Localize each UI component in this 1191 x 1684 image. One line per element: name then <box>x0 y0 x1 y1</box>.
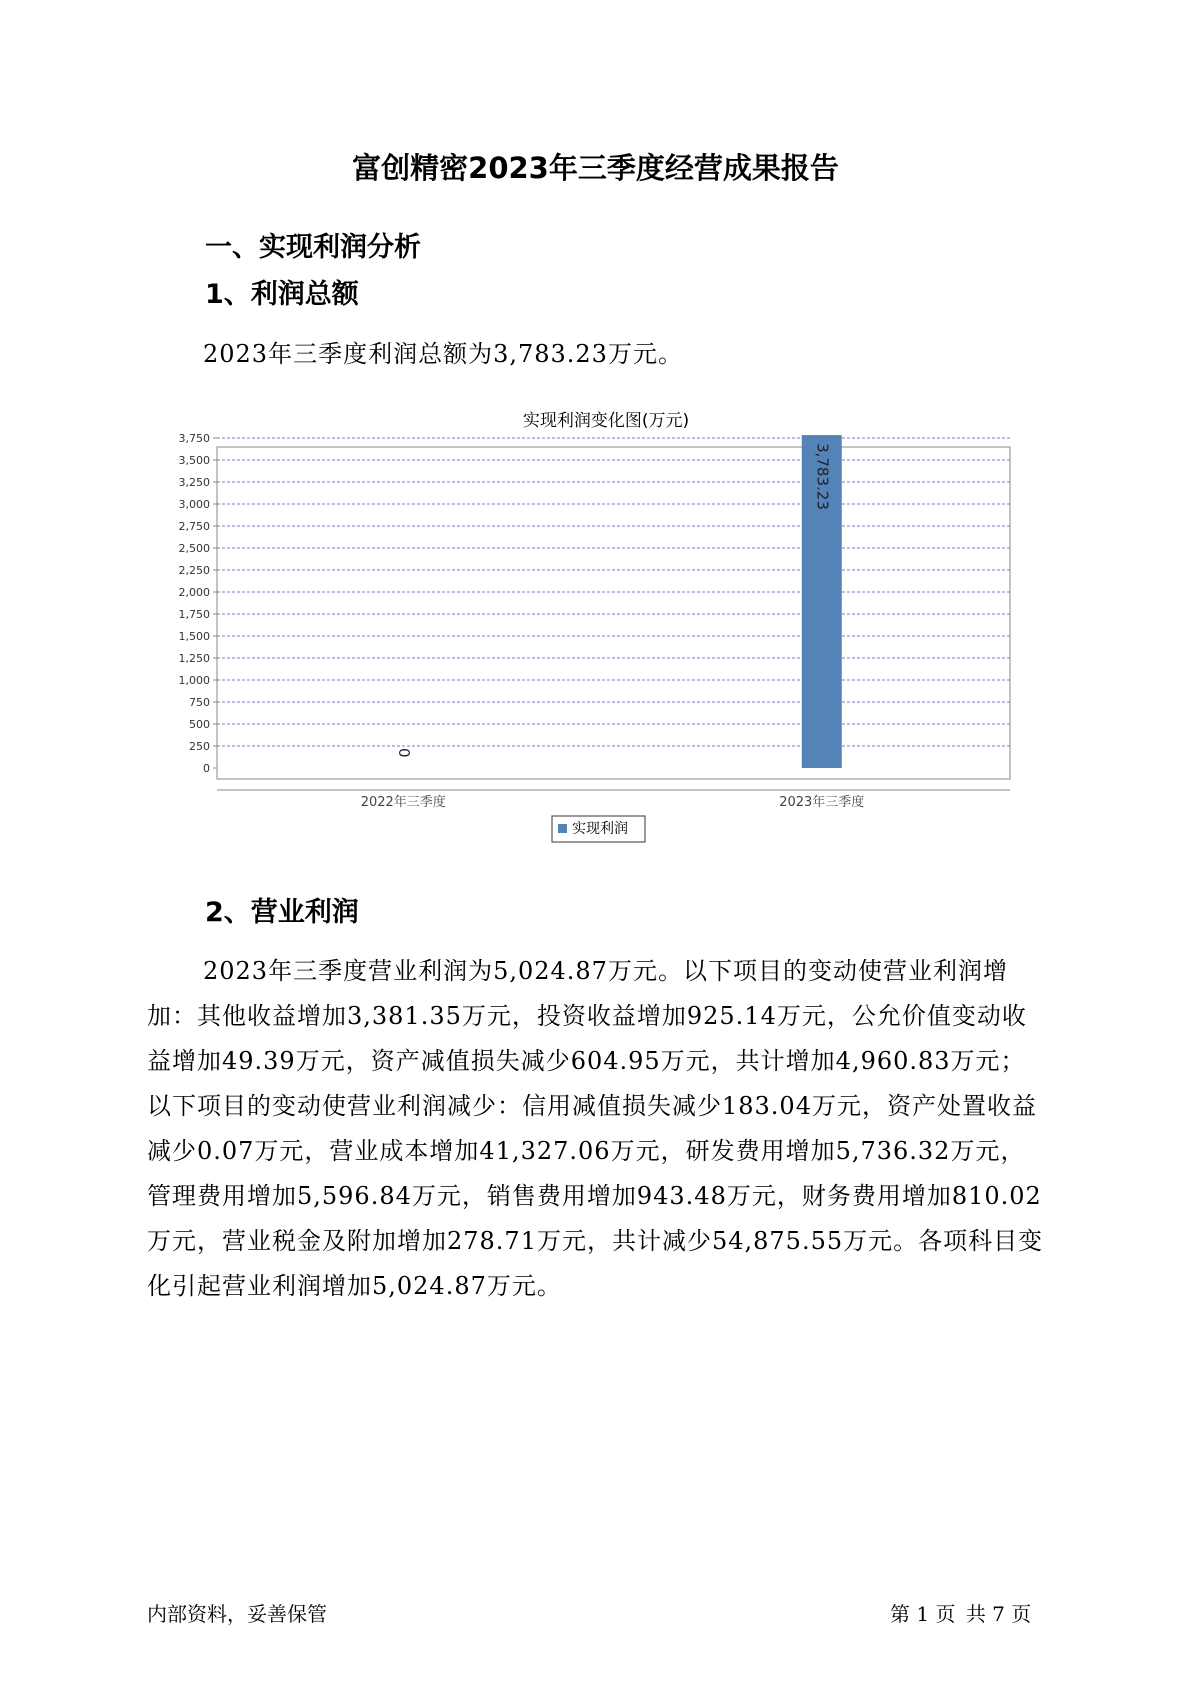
footer-total-pages: 共 7 页 <box>965 1602 1032 1626</box>
profit-chart-svg <box>150 400 1030 855</box>
legend-swatch <box>558 824 567 833</box>
footer-confidential-note: 内部资料，妥善保管 <box>147 1602 327 1626</box>
profit-change-chart <box>150 400 1030 855</box>
y-tick-label: 2,750 <box>178 520 210 533</box>
y-tick-label: 1,500 <box>178 630 210 643</box>
plot-area <box>217 447 1010 779</box>
chart-legend <box>552 816 645 842</box>
y-tick-label: 2,500 <box>178 542 210 555</box>
section-heading-profit-analysis: 一、实现利润分析 <box>205 232 421 263</box>
y-tick-label: 0 <box>203 762 210 775</box>
y-tick-label: 3,250 <box>178 476 210 489</box>
y-tick-label: 2,000 <box>178 586 210 599</box>
y-tick-label: 500 <box>189 718 210 731</box>
legend-label: 实现利润 <box>572 821 628 837</box>
y-tick-label: 1,000 <box>178 674 210 687</box>
bar-value-label: 3,783.23 <box>813 443 832 510</box>
y-tick-label: 250 <box>189 740 210 753</box>
x-category-label: 2023年三季度 <box>779 795 865 810</box>
subheading-operating-profit: 2、营业利润 <box>205 897 359 928</box>
footer-page-number <box>890 1598 1035 1627</box>
y-tick-label: 3,000 <box>178 498 210 511</box>
operating-profit-paragraph: 2023年三季度营业利润为5,024.87万元。以下项目的变动使营业利润增加：其他收益增加3,381.35万元，投资收益增加925.14万元，公允价值变动收益增加49.39万元，资产减值损失减少604.95万元，共计增加4,960.83万元；以下项目的变动使营业利润减少：信用减值损失减少183.04万元，资产处置收益减少0.07万元，营业成本增加41,327.06万元，研发费用增加5,736.32万元，管理费用增加5,596.84万元，销售费用增加943.48万元，财务费用增加810.02万元，营业税金及附加增加278.71万元，共计减少54,875.55万元。各项科目变化引起营业利润增加5,024.87万元。 <box>147 957 1044 1300</box>
y-tick-label: 2,250 <box>178 564 210 577</box>
y-tick-label: 3,500 <box>178 454 210 467</box>
y-tick-label: 1,750 <box>178 608 210 621</box>
y-tick-label: 1,250 <box>178 652 210 665</box>
y-tick-label: 750 <box>189 696 210 709</box>
total-profit-paragraph: 2023年三季度利润总额为3,783.23万元。 <box>203 340 683 368</box>
x-axis-categories <box>361 794 865 810</box>
bar-value-label: 0 <box>394 748 413 758</box>
y-axis-ticks <box>179 432 218 775</box>
y-tick-label: 3,750 <box>178 432 210 445</box>
chart-title: 实现利润变化图(万元) <box>522 411 690 431</box>
footer-current-page: 第 1 页 <box>890 1602 956 1626</box>
subheading-total-profit: 1、利润总额 <box>205 279 359 310</box>
x-category-label: 2022年三季度 <box>360 795 446 810</box>
document-title: 富创精密2023年三季度经营成果报告 <box>352 151 839 185</box>
